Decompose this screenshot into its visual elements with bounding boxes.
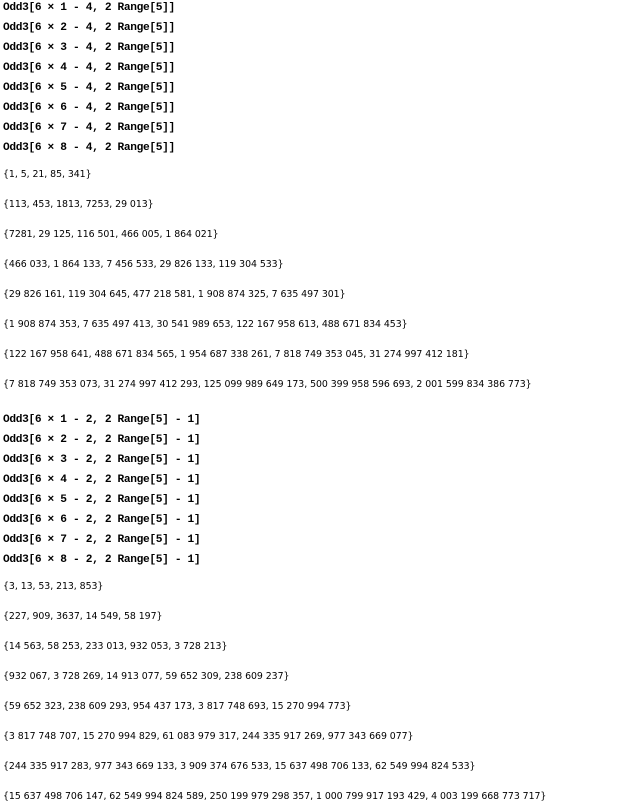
input-line[interactable]: Odd3[6 × 1 - 4, 2 Range[5]] bbox=[3, 2, 175, 14]
input-line[interactable]: Odd3[6 × 8 - 4, 2 Range[5]] bbox=[3, 142, 175, 154]
output-line: {466 033, 1 864 133, 7 456 533, 29 826 133, 119 304 533} bbox=[3, 259, 284, 270]
input-line[interactable]: Odd3[6 × 1 - 2, 2 Range[5] - 1] bbox=[3, 414, 201, 426]
input-line[interactable]: Odd3[6 × 5 - 2, 2 Range[5] - 1] bbox=[3, 494, 201, 506]
input-line[interactable]: Odd3[6 × 4 - 2, 2 Range[5] - 1] bbox=[3, 474, 201, 486]
output-line: {113, 453, 1813, 7253, 29 013} bbox=[3, 199, 154, 210]
input-line[interactable]: Odd3[6 × 2 - 4, 2 Range[5]] bbox=[3, 22, 175, 34]
output-line: {122 167 958 641, 488 671 834 565, 1 954 687 338 261, 7 818 749 353 045, 31 274 997 412 181} bbox=[3, 349, 470, 360]
output-line: {14 563, 58 253, 233 013, 932 053, 3 728 213} bbox=[3, 641, 228, 652]
output-line: {29 826 161, 119 304 645, 477 218 581, 1 908 874 325, 7 635 497 301} bbox=[3, 289, 346, 300]
input-line[interactable]: Odd3[6 × 8 - 2, 2 Range[5] - 1] bbox=[3, 554, 201, 566]
input-line[interactable]: Odd3[6 × 7 - 4, 2 Range[5]] bbox=[3, 122, 175, 134]
output-line: {3, 13, 53, 213, 853} bbox=[3, 581, 104, 592]
output-line: {7281, 29 125, 116 501, 466 005, 1 864 021} bbox=[3, 229, 219, 240]
input-line[interactable]: Odd3[6 × 2 - 2, 2 Range[5] - 1] bbox=[3, 434, 201, 446]
output-line: {3 817 748 707, 15 270 994 829, 61 083 979 317, 244 335 917 269, 977 343 669 077} bbox=[3, 731, 414, 742]
input-line[interactable]: Odd3[6 × 3 - 4, 2 Range[5]] bbox=[3, 42, 175, 54]
output-line: {15 637 498 706 147, 62 549 994 824 589, 250 199 979 298 357, 1 000 799 917 193 429, 4 003 199 668 773 717} bbox=[3, 791, 547, 802]
output-line: {1 908 874 353, 7 635 497 413, 30 541 989 653, 122 167 958 613, 488 671 834 453} bbox=[3, 319, 408, 330]
input-line[interactable]: Odd3[6 × 3 - 2, 2 Range[5] - 1] bbox=[3, 454, 201, 466]
input-line[interactable]: Odd3[6 × 6 - 4, 2 Range[5]] bbox=[3, 102, 175, 114]
input-line[interactable]: Odd3[6 × 4 - 4, 2 Range[5]] bbox=[3, 62, 175, 74]
output-line: {1, 5, 21, 85, 341} bbox=[3, 169, 92, 180]
input-line[interactable]: Odd3[6 × 5 - 4, 2 Range[5]] bbox=[3, 82, 175, 94]
output-line: {227, 909, 3637, 14 549, 58 197} bbox=[3, 611, 163, 622]
output-line: {932 067, 3 728 269, 14 913 077, 59 652 309, 238 609 237} bbox=[3, 671, 290, 682]
input-line[interactable]: Odd3[6 × 6 - 2, 2 Range[5] - 1] bbox=[3, 514, 201, 526]
output-line: {59 652 323, 238 609 293, 954 437 173, 3 817 748 693, 15 270 994 773} bbox=[3, 701, 352, 712]
input-line[interactable]: Odd3[6 × 7 - 2, 2 Range[5] - 1] bbox=[3, 534, 201, 546]
output-line: {244 335 917 283, 977 343 669 133, 3 909 374 676 533, 15 637 498 706 133, 62 549 994 824 533} bbox=[3, 761, 476, 772]
output-line: {7 818 749 353 073, 31 274 997 412 293, 125 099 989 649 173, 500 399 958 596 693, 2 001 599 834 386 773} bbox=[3, 379, 532, 390]
